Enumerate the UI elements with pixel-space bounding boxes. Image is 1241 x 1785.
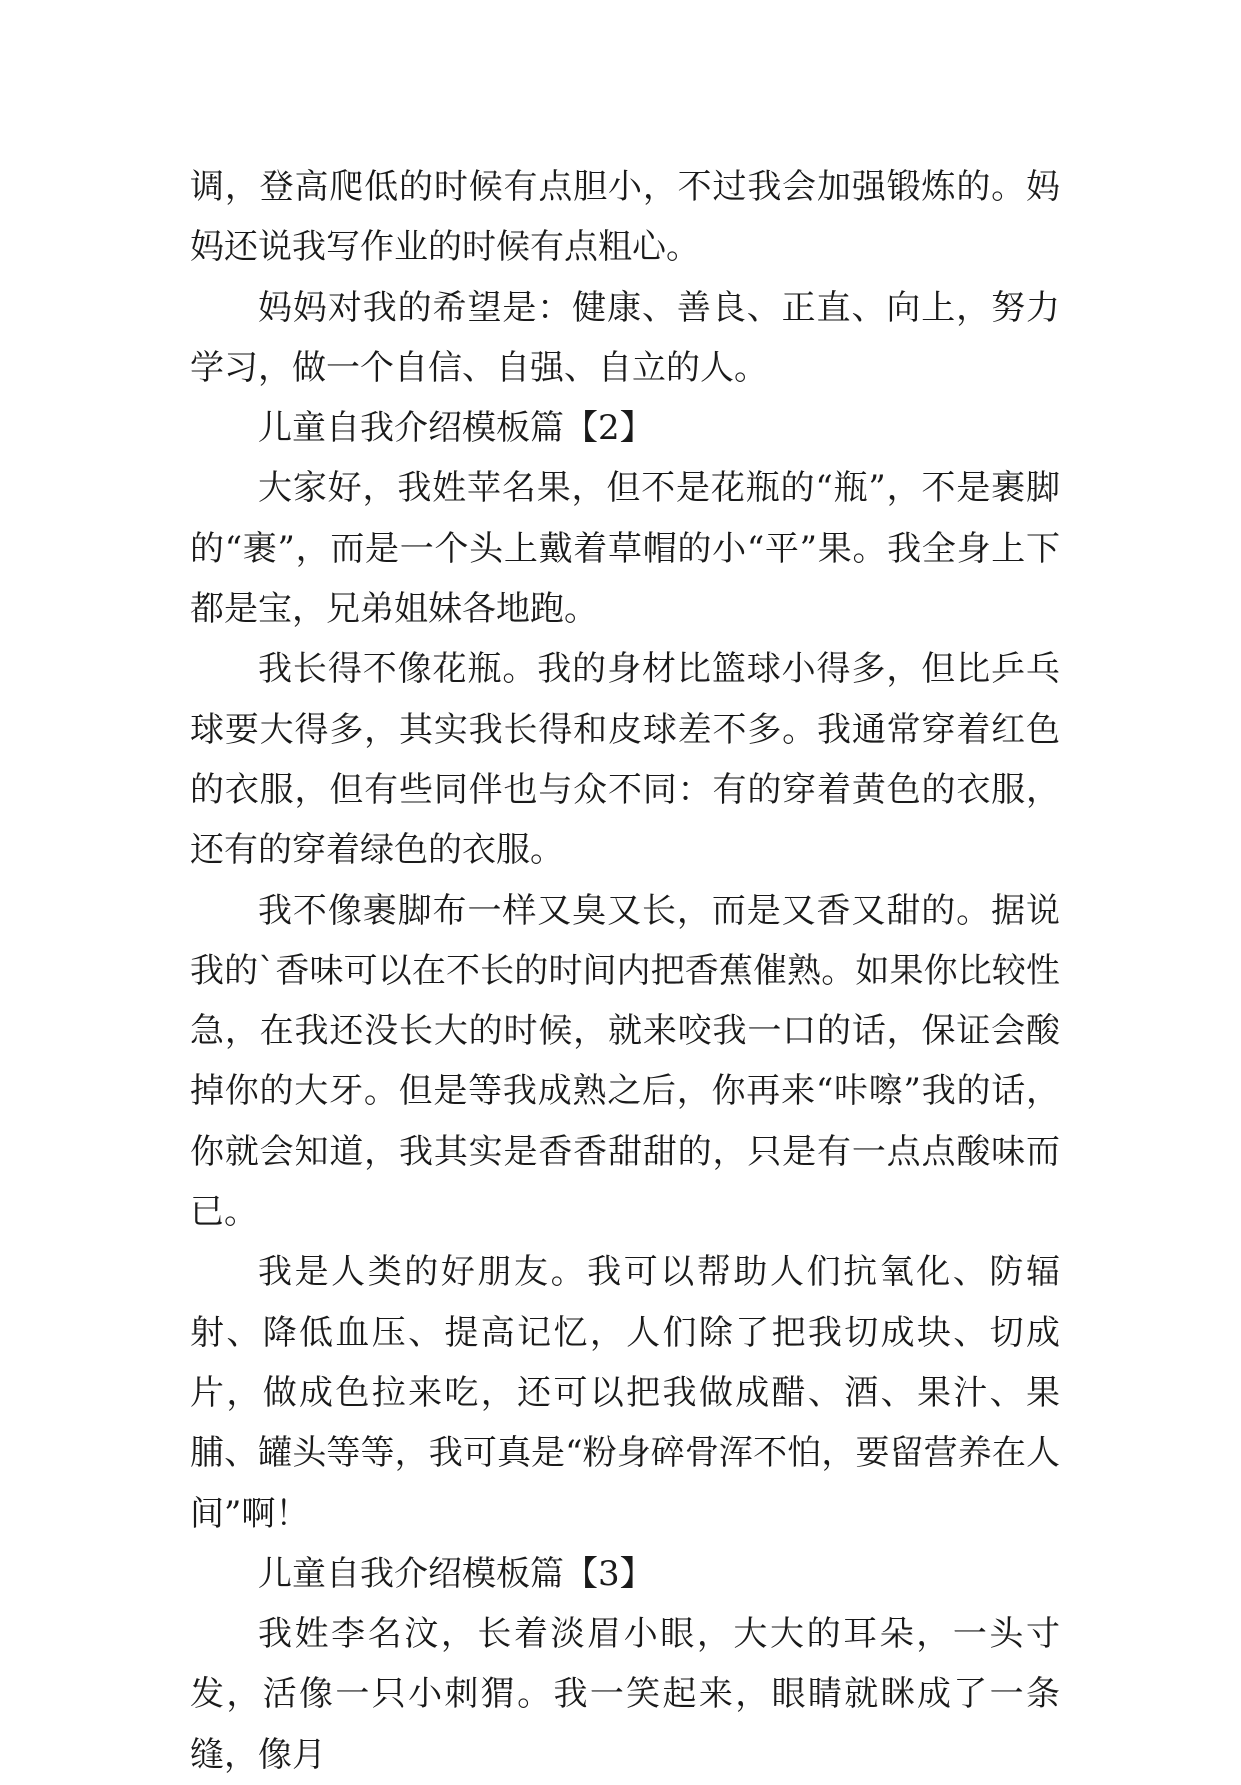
- paragraph: 我不像裹脚布一样又臭又长，而是又香又甜的。据说我的`香味可以在不长的时间内把香蕉催熟。如果你比较性急，在我还没长大的时候，就来咬我一口的话，保证会酸掉你的大牙。但是等我成熟之后，你再来“咔嚓”我的话，你就会知道，我其实是香香甜甜的，只是有一点点酸味而已。: [190, 890, 1060, 1233]
- paragraph: 我姓李名汶，长着淡眉小眼，大大的耳朵，一头寸发，活像一只小刺猬。我一笑起来，眼睛就眯成了一条缝，像月: [190, 1614, 1060, 1775]
- paragraph: 我是人类的好朋友。我可以帮助人们抗氧化、防辐射、降低血压、提高记忆，人们除了把我切成块、切成片，做成色拉来吃，还可以把我做成醋、酒、果汁、果脯、罐头等等，我可真是“粉身碎骨浑不怕，要留营养在人间”啊！: [190, 1252, 1060, 1534]
- section-heading-2: 儿童自我介绍模板篇【2】: [258, 408, 654, 449]
- paragraph-continuation: 调，登高爬低的时候有点胆小，不过我会加强锻炼的。妈妈还说我写作业的时候有点粗心。: [190, 167, 1060, 268]
- paragraph: 大家好，我姓苹名果，但不是花瓶的“瓶”，不是裹脚的“裹”，而是一个头上戴着草帽的小“平”果。我全身上下都是宝，兄弟姐妹各地跑。: [190, 468, 1060, 630]
- section-heading-3: 儿童自我介绍模板篇【3】: [258, 1553, 654, 1594]
- paragraph: 妈妈对我的希望是：健康、善良、正直、向上，努力学习，做一个自信、自强、自立的人。: [190, 287, 1060, 388]
- paragraph: 我长得不像花瓶。我的身材比篮球小得多，但比乒乓球要大得多，其实我长得和皮球差不多。我通常穿着红色的衣服，但有些同伴也与众不同：有的穿着黄色的衣服，还有的穿着绿色的衣服。: [190, 649, 1060, 871]
- document-body: [190, 157, 1060, 1785]
